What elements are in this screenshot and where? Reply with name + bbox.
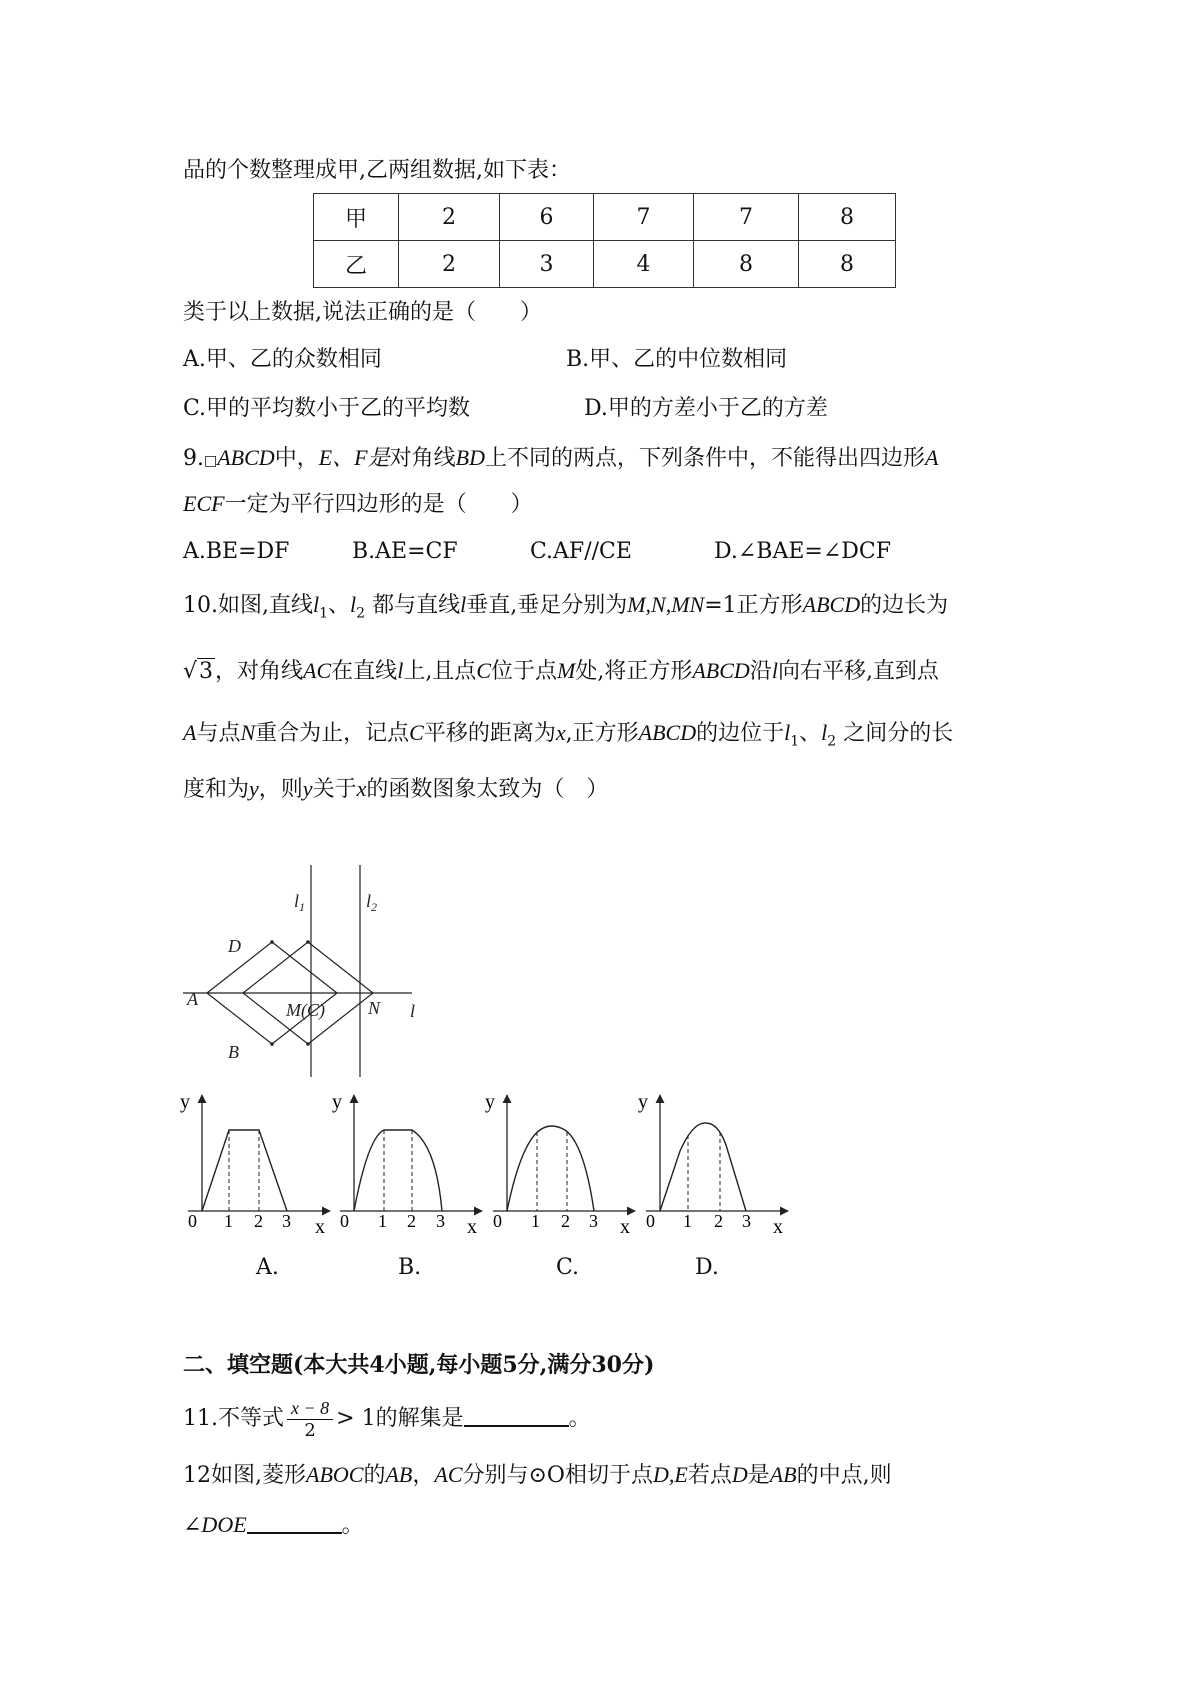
svg-text:3: 3 [742,1211,751,1231]
q9-line2: ECF一定为平行四边形的是（ ） [183,491,533,517]
graph-d [638,1091,788,1238]
svg-text:3: 3 [282,1211,291,1231]
q12-line1: 12如图,菱形ABOC的AB，AC分别与⊙O相切于点D,E若点D是AB的中点,则 [183,1462,892,1488]
graph-caption-d: D. [695,1255,719,1280]
q10-line4: 度和为y，则y关于x的函数图象太致为（ ） [183,776,609,802]
q12-line2: ∠DOE 。 [183,1512,364,1538]
axis-y-label: y [180,1091,190,1113]
label-d: D [228,936,241,956]
axis-x-label: x [620,1216,630,1238]
table-cell: 7 [594,194,694,241]
svg-text:0: 0 [340,1211,349,1231]
q9-option-d: D.∠BAE=∠DCF [714,539,891,564]
fraction: $\frac{x - 8}{2}$ [287,1397,333,1442]
table-cell: 8 [799,194,896,241]
section-title: 二、填空题(本大共4小题,每小题5分,满分30分) [183,1352,655,1378]
q8-option-a: A.甲、乙的众数相同 [183,347,382,372]
svg-text:1: 1 [378,1211,387,1231]
table-cell: 4 [594,241,694,288]
table-cell: 3 [500,241,594,288]
q11: 11.不等式 $\frac{x - 8}{2}$ > 1的解集是 。 [183,1397,591,1441]
svg-text:0: 0 [493,1211,502,1231]
axis-x-label: x [773,1216,783,1238]
table-cell: 8 [799,241,896,288]
q9-option-a: A.BE=DF [183,539,290,564]
graph-caption-c: C. [556,1255,580,1280]
graph-a [180,1091,330,1238]
svg-text:2: 2 [561,1211,570,1231]
table-cell: 7 [694,194,799,241]
table-row [314,241,896,288]
label-l2: $l_2$ [366,891,378,914]
label-mc: M(C) [286,1000,325,1020]
svg-text:2: 2 [254,1211,263,1231]
label-n: N [368,998,381,1018]
axis-y-label: y [332,1091,342,1113]
q10-line2: √3，对角线AC在直线l上,且点C位于点M处,将正方形ABCD沿l向右平移,直到点 [183,656,939,687]
svg-text:0: 0 [188,1211,197,1231]
svg-text:3: 3 [589,1211,598,1231]
axis-y-label: y [485,1091,495,1113]
q8-stem: 类于以上数据,说法正确的是（ ） [183,300,542,325]
table-cell: 2 [399,241,500,288]
answer-blank [247,1510,342,1534]
q9-option-c: C.AF//CE [530,539,632,564]
table-cell: 乙 [314,241,399,288]
graph-caption-b: B. [398,1255,422,1280]
axis-x-label: x [315,1216,325,1238]
intro-text: 品的个数整理成甲,乙两组数据,如下表： [183,158,571,183]
graph-c [485,1091,635,1238]
svg-text:1: 1 [531,1211,540,1231]
svg-text:3: 3 [436,1211,445,1231]
axis-x-label: x [467,1216,477,1238]
svg-text:2: 2 [714,1211,723,1231]
svg-text:0: 0 [646,1211,655,1231]
q10-line3: A与点N重合为止，记点C平移的距离为x,正方形ABCD的边位于$l_1$、$l_2$ 之间分的长 [183,720,954,750]
table-cell: 甲 [314,194,399,241]
axis-y-label: y [638,1091,648,1113]
svg-text:1: 1 [683,1211,692,1231]
q8-option-b: B.甲、乙的中位数相同 [566,347,788,372]
label-l: l [410,1001,416,1021]
q9-line1: 9.□ABCD中，E、F是对角线BD上不同的两点，下列条件中，不能得出四边形A [183,445,939,471]
table-cell: 2 [399,194,500,241]
q8-option-c: C.甲的平均数小于乙的平均数 [183,396,471,421]
svg-text:1: 1 [224,1211,233,1231]
geometry-figure [180,865,440,1080]
data-table [313,193,896,288]
sqrt-three: √3 [183,659,214,684]
table-cell: 6 [500,194,594,241]
q10-line1: 10.如图,直线$l_1$、$l_2$ 都与直线l垂直,垂足分别为M,N,MN=1正方形ABCD的边长为 [183,592,949,622]
q8-option-d: D.甲的方差小于乙的方差 [584,396,828,421]
answer-graphs [180,1085,800,1245]
table-cell: 8 [694,241,799,288]
label-b: B [228,1042,239,1062]
graph-caption-a: A. [256,1255,279,1280]
label-a: A [187,989,198,1009]
answer-blank [464,1403,569,1427]
table-row [314,194,896,241]
graph-b [332,1091,482,1238]
label-l1: $l_1$ [294,891,306,914]
q9-option-b: B.AE=CF [352,539,458,564]
svg-text:2: 2 [407,1211,416,1231]
